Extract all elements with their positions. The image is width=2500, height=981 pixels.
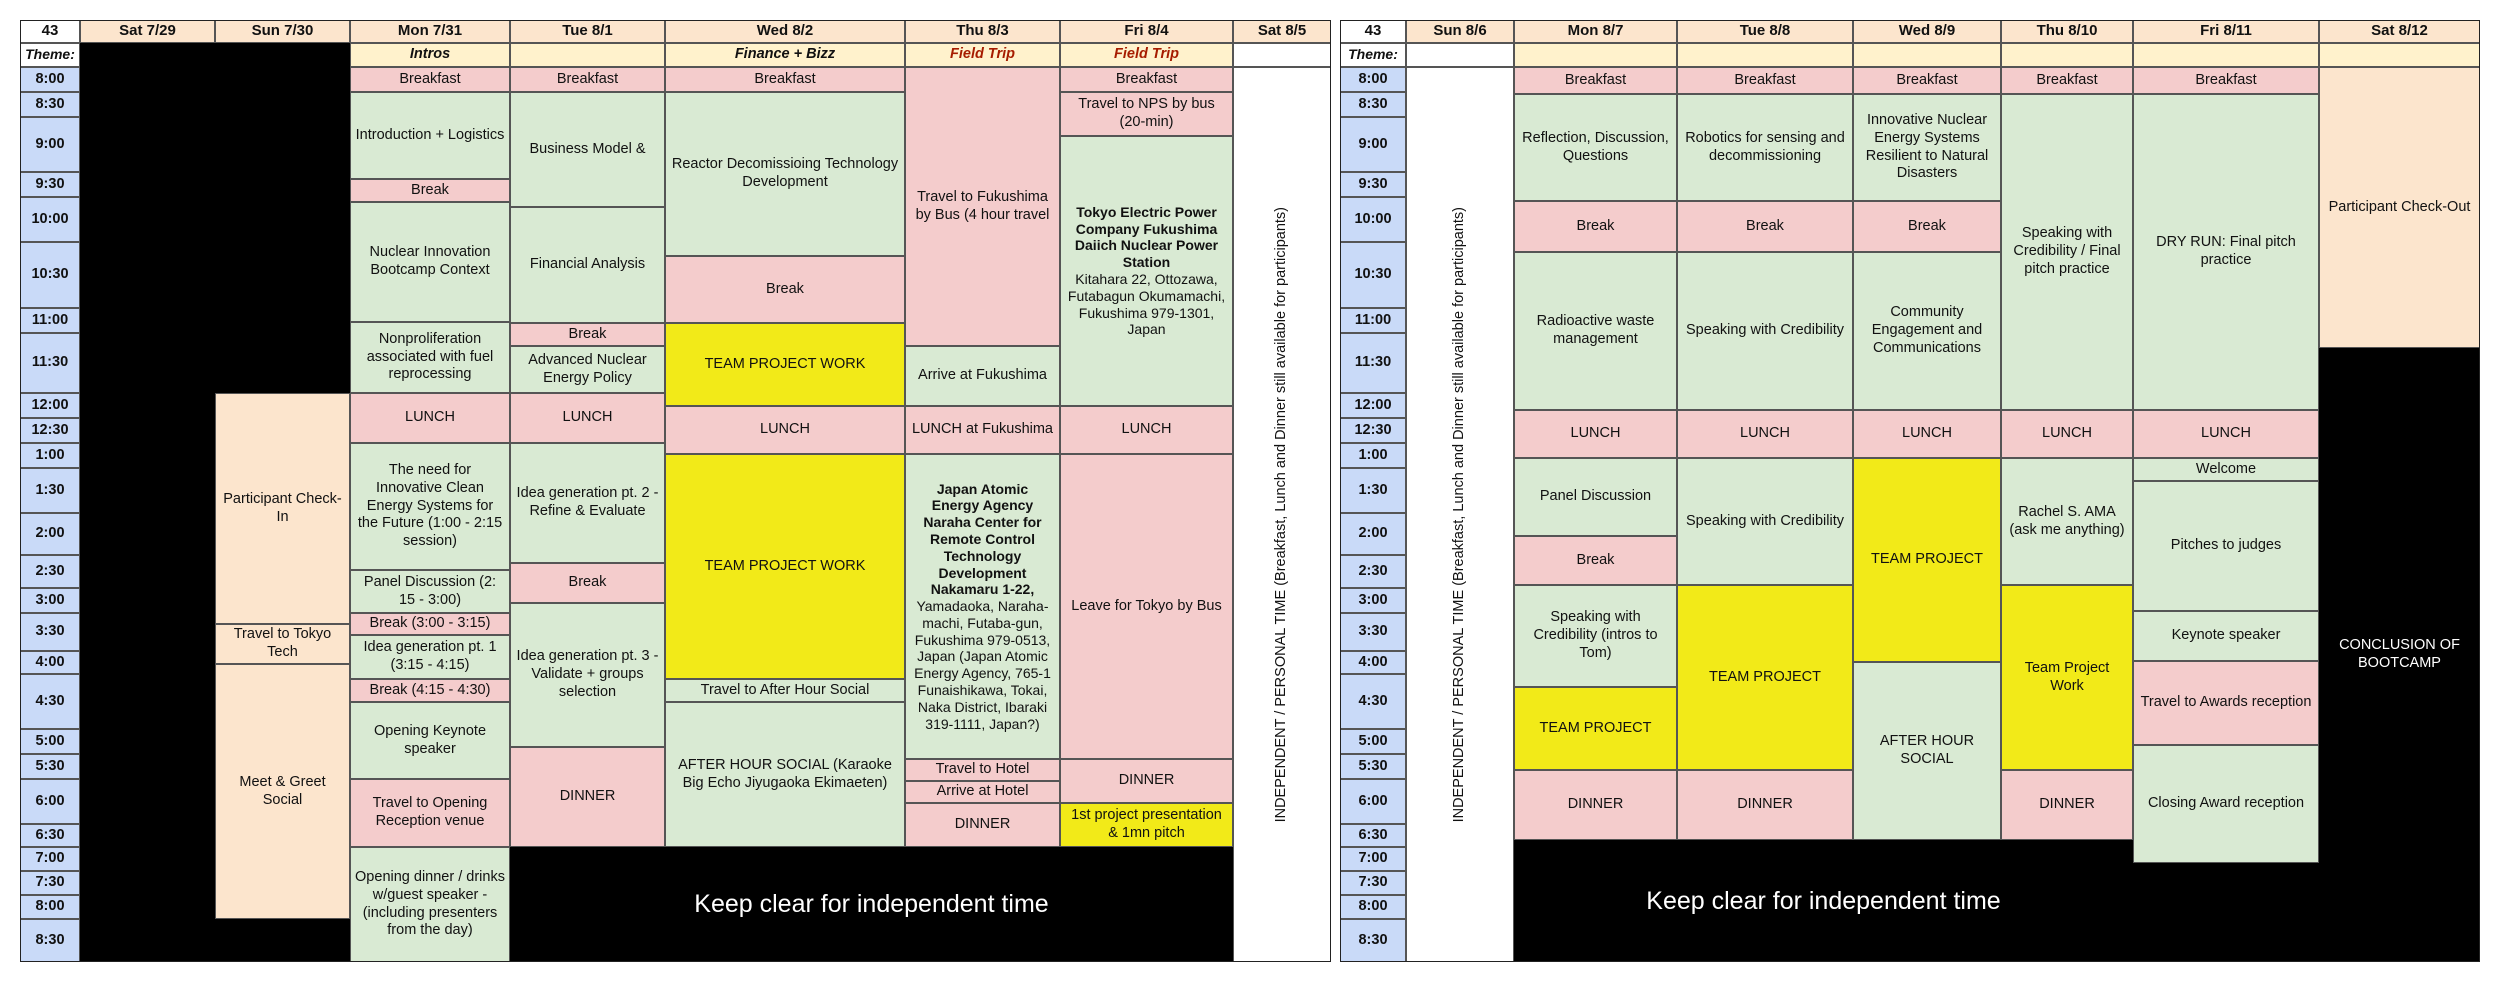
time-label: 8:30 [20,919,80,962]
event-breakfast: Breakfast [665,67,905,92]
event-breakfast: Breakfast [350,67,510,92]
event-breakfast: Breakfast [1514,67,1677,94]
event-lunch: LUNCH [2133,410,2319,458]
event-idea-generation-3: Idea generation pt. 3 - Validate + groups selection [510,603,665,747]
time-label: 4:30 [1340,674,1406,729]
time-label: 12:00 [20,393,80,418]
time-label: 11:00 [1340,308,1406,333]
time-label: 8:30 [1340,919,1406,962]
time-label: 3:00 [20,588,80,613]
event-dinner: DINNER [1514,770,1677,840]
event-after-hour-social: AFTER HOUR SOCIAL (Karaoke Big Echo Jiyugaoka Ekimaeten) [665,702,905,847]
jaea-address: Yamadaoka, Naraha-machi, Futaba-gun, Fukushima 979-0513, Japan (Japan Atomic Energy Agency, 765-1 Funaishikawa, Tokai, Naka District, Ibaraki 319-1111, Japan?) [914,598,1051,732]
time-label: 7:30 [1340,871,1406,895]
event-break: Break [510,563,665,603]
time-label: 3:30 [20,613,80,651]
event-team-project: TEAM PROJECT [1853,458,2001,662]
event-dinner: DINNER [2001,770,2133,840]
time-label: 11:00 [20,308,80,333]
time-label: 1:30 [1340,468,1406,513]
event-lunch: LUNCH [1060,406,1233,454]
day-header: Tue 8/1 [510,20,665,43]
event-travel-social: Travel to After Hour Social [665,679,905,702]
day-header: Tue 8/8 [1677,20,1853,43]
event-breakfast: Breakfast [1060,67,1233,92]
theme-label: Theme: [1340,43,1406,67]
event-lunch: LUNCH [1514,410,1677,458]
event-closing-award: Closing Award reception [2133,745,2319,863]
time-label: 10:00 [1340,197,1406,242]
day-header: Sat 8/5 [1233,20,1331,43]
time-label: 6:00 [1340,779,1406,824]
independent-time-column [1233,67,1331,962]
keep-clear-block: Keep clear for independent time [1514,840,2133,962]
day-header: Sun 8/6 [1406,20,1514,43]
event-panel-discussion: Panel Discussion (2: 15 - 3:00) [350,570,510,613]
event-rachel-ama: Rachel S. AMA (ask me anything) [2001,458,2133,585]
event-pitches-judges: Pitches to judges [2133,481,2319,611]
event-reflection: Reflection, Discussion, Questions [1514,94,1677,201]
time-label: 5:30 [1340,754,1406,779]
time-label: 10:30 [1340,242,1406,308]
time-label: 4:00 [20,651,80,674]
event-financial-analysis: Financial Analysis [510,207,665,323]
event-jaea-visit [905,454,1060,759]
time-label: 11:30 [1340,333,1406,393]
event-business-model: Business Model & [510,92,665,207]
event-team-project: TEAM PROJECT [1677,585,1853,770]
time-label: 6:30 [20,824,80,847]
theme-mon: Intros [350,43,510,67]
time-label: 9:00 [1340,117,1406,172]
time-label: 8:30 [1340,92,1406,117]
time-label: 10:30 [20,242,80,308]
event-speaking-credibility: Speaking with Credibility [1677,252,1853,410]
time-label: 12:30 [1340,418,1406,443]
event-speaking-credibility: Speaking with Credibility [1677,458,1853,585]
event-breakfast: Breakfast [2133,67,2319,94]
event-nonproliferation: Nonproliferation associated with fuel reprocessing [350,322,510,393]
time-label: 9:00 [20,117,80,172]
event-arrive-fukushima: Arrive at Fukushima [905,346,1060,406]
independent-time-label: INDEPENDENT / PERSONAL TIME (Breakfast, Lunch and Dinner still available for participants) [1451,206,1468,823]
day-header: Thu 8/3 [905,20,1060,43]
theme-sat [2319,43,2480,67]
event-break: Break [1677,201,1853,252]
event-breakfast: Breakfast [1677,67,1853,94]
event-opening-dinner: Opening dinner / drinks w/guest speaker - (including presenters from the day) [350,847,510,962]
event-lunch: LUNCH [510,393,665,443]
time-label: 8:00 [20,895,80,919]
tepco-name: Tokyo Electric Power Company Fukushima Daiich Nuclear Power Station [1074,203,1219,271]
event-speaking-final-practice: Speaking with Credibility / Final pitch practice [2001,94,2133,410]
time-label: 10:00 [20,197,80,242]
time-label: 5:00 [1340,729,1406,754]
blocked-time [215,43,350,393]
time-label: 12:30 [20,418,80,443]
event-bootcamp-context: Nuclear Innovation Bootcamp Context [350,202,510,322]
time-label: 11:30 [20,333,80,393]
event-lunch: LUNCH [665,406,905,454]
time-label: 1:30 [20,468,80,513]
theme-tue [510,43,665,67]
event-innovative-systems: Innovative Nuclear Energy Systems Resilient to Natural Disasters [1853,94,2001,201]
time-label: 9:30 [20,172,80,197]
day-header: Mon 8/7 [1514,20,1677,43]
event-leave-tokyo: Leave for Tokyo by Bus [1060,454,1233,759]
event-travel-hotel: Travel to Hotel [905,759,1060,781]
event-team-project-work: TEAM PROJECT WORK [665,454,905,679]
time-label: 8:00 [20,67,80,92]
event-dry-run: DRY RUN: Final pitch practice [2133,94,2319,410]
event-dinner: DINNER [510,747,665,847]
time-label: 2:00 [1340,513,1406,555]
day-header: Fri 8/4 [1060,20,1233,43]
event-break: Break [1514,536,1677,585]
event-breakfast: Breakfast [2001,67,2133,94]
theme-tue [1677,43,1853,67]
time-label: 8:30 [20,92,80,117]
event-idea-generation-2: Idea generation pt. 2 - Refine & Evaluate [510,443,665,563]
theme-mon [1514,43,1677,67]
event-dinner: DINNER [905,803,1060,847]
time-label: 4:30 [20,674,80,729]
independent-time-label: INDEPENDENT / PERSONAL TIME (Breakfast, Lunch and Dinner still available for participants) [1273,206,1290,823]
event-breakfast: Breakfast [1853,67,2001,94]
time-label: 7:30 [20,871,80,895]
event-travel-tokyo-tech: Travel to Tokyo Tech [215,624,350,664]
event-dinner: DINNER [1677,770,1853,840]
theme-thu: Field Trip [905,43,1060,67]
event-introduction: Introduction + Logistics [350,92,510,179]
time-label: 8:00 [1340,67,1406,92]
event-after-hour-social: AFTER HOUR SOCIAL [1853,662,2001,840]
theme-thu [2001,43,2133,67]
event-dinner: DINNER [1060,759,1233,803]
time-label: 6:30 [1340,824,1406,847]
event-community-engagement: Community Engagement and Communications [1853,252,2001,410]
theme-sun [1406,43,1514,67]
time-label: 4:00 [1340,651,1406,674]
event-checkout: Participant Check-Out [2319,67,2480,348]
time-label: 12:00 [1340,393,1406,418]
event-travel-nps: Travel to NPS by bus (20-min) [1060,92,1233,136]
event-travel-fukushima: Travel to Fukushima by Bus (4 hour travel [905,67,1060,346]
event-team-project-work: TEAM PROJECT WORK [665,323,905,406]
event-travel-reception: Travel to Opening Reception venue [350,779,510,847]
event-robotics: Robotics for sensing and decommissioning [1677,94,1853,201]
theme-label: Theme: [20,43,80,67]
event-keynote: Keynote speaker [2133,611,2319,661]
event-arrive-hotel: Arrive at Hotel [905,781,1060,803]
time-label: 6:00 [20,779,80,824]
keep-clear-block: Keep clear for independent time [510,847,1233,962]
time-label: 2:00 [20,513,80,555]
theme-sat [1233,43,1331,67]
event-travel-awards: Travel to Awards reception [2133,661,2319,745]
event-lunch: LUNCH [2001,410,2133,458]
event-welcome: Welcome [2133,458,2319,481]
event-lunch: LUNCH [1853,410,2001,458]
tepco-address: Kitahara 22, Ottozawa, Futabagun Okumamachi, Fukushima 979-1301, Japan [1067,271,1226,338]
event-keynote: Opening Keynote speaker [350,702,510,779]
event-breakfast: Breakfast [510,67,665,92]
day-header: Wed 8/2 [665,20,905,43]
event-break: Break [1853,201,2001,252]
event-lunch: LUNCH [1677,410,1853,458]
day-header: Fri 8/11 [2133,20,2319,43]
blocked-time [80,43,215,962]
time-label: 3:00 [1340,588,1406,613]
schedule-week-2 [1340,20,2480,962]
time-label: 7:00 [1340,847,1406,871]
event-break: Break [350,179,510,202]
independent-time-column [1406,67,1514,962]
time-label: 7:00 [20,847,80,871]
time-label: 2:30 [20,555,80,588]
time-label: 1:00 [20,443,80,468]
event-lunch: LUNCH at Fukushima [905,406,1060,454]
event-team-project-work: Team Project Work [2001,585,2133,770]
week-number: 43 [1340,20,1406,43]
event-idea-generation-1: Idea generation pt. 1 (3:15 - 4:15) [350,635,510,679]
event-tepco-visit [1060,136,1233,406]
event-break: Break (4:15 - 4:30) [350,679,510,702]
event-break: Break (3:00 - 3:15) [350,613,510,635]
theme-wed: Finance + Bizz [665,43,905,67]
time-label: 8:00 [1340,895,1406,919]
event-meet-greet: Meet & Greet Social [215,664,350,919]
event-speaking-credibility: Speaking with Credibility (intros to Tom) [1514,585,1677,687]
event-project-presentation: 1st project presentation & 1mn pitch [1060,803,1233,847]
blocked-time [215,919,350,962]
event-panel-discussion: Panel Discussion [1514,458,1677,536]
time-label: 3:30 [1340,613,1406,651]
theme-fri: Field Trip [1060,43,1233,67]
jaea-name: Japan Atomic Energy Agency Naraha Center for Remote Control Technology Development Nakamaru 1-22, [923,480,1042,598]
event-advanced-policy: Advanced Nuclear Energy Policy [510,346,665,393]
time-label: 1:00 [1340,443,1406,468]
conclusion-block: CONCLUSION OF BOOTCAMP [2319,348,2480,962]
event-reactor-decommissioning: Reactor Decomissioing Technology Development [665,92,905,256]
event-need-clean-energy: The need for Innovative Clean Energy Systems for the Future (1:00 - 2:15 session) [350,443,510,570]
time-label: 5:30 [20,754,80,779]
time-label: 2:30 [1340,555,1406,588]
event-team-project: TEAM PROJECT [1514,687,1677,770]
event-break: Break [665,256,905,323]
time-label: 5:00 [20,729,80,754]
day-header: Mon 7/31 [350,20,510,43]
day-header: Wed 8/9 [1853,20,2001,43]
event-radioactive-waste: Radioactive waste management [1514,252,1677,410]
blocked-time [2133,863,2319,962]
day-header: Thu 8/10 [2001,20,2133,43]
week-number: 43 [20,20,80,43]
theme-fri [2133,43,2319,67]
day-header: Sat 7/29 [80,20,215,43]
day-header: Sun 7/30 [215,20,350,43]
day-header: Sat 8/12 [2319,20,2480,43]
time-label: 9:30 [1340,172,1406,197]
event-checkin: Participant Check-In [215,393,350,624]
event-break: Break [510,323,665,346]
event-lunch: LUNCH [350,393,510,443]
event-break: Break [1514,201,1677,252]
schedule-week-1 [20,20,1331,962]
theme-wed [1853,43,2001,67]
